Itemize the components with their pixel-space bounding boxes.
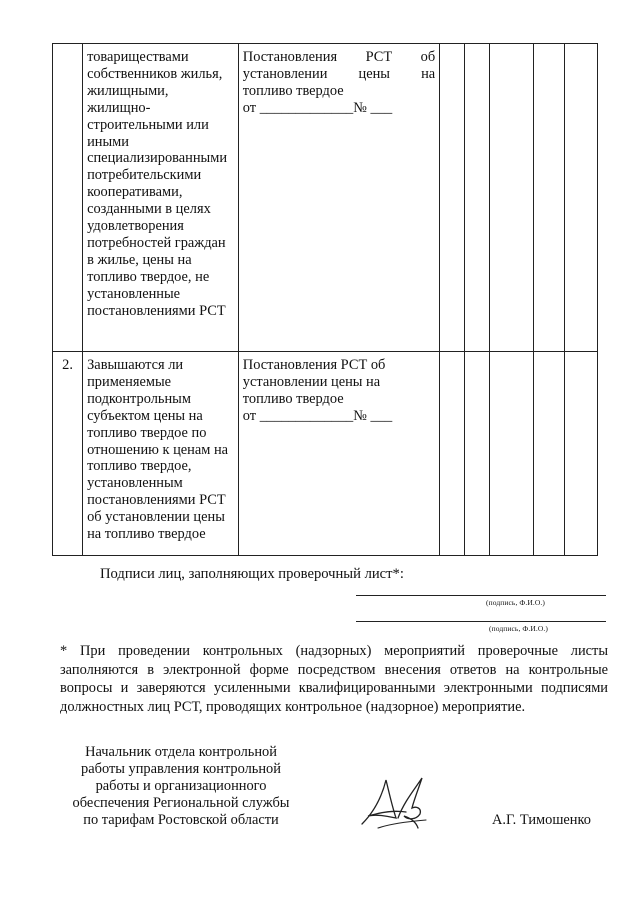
- text-line: отношению к ценам на: [87, 441, 229, 458]
- signatures-title: Подписи лиц, заполняющих проверочный лист*:: [100, 566, 404, 582]
- text-line: Начальник отдела контрольной: [85, 744, 277, 760]
- document-number-line: от _____________№ ___: [242, 407, 393, 424]
- table-row: [53, 44, 598, 352]
- text-line: иными: [87, 133, 129, 150]
- checklist-table: [52, 43, 598, 556]
- answer-cell: [564, 352, 597, 556]
- text-line: применяемые: [87, 373, 172, 390]
- answer-cell: [440, 352, 465, 556]
- text-line: установленным: [87, 475, 183, 492]
- text-line: по тарифам Ростовской области: [83, 811, 279, 828]
- text-line: работы управления контрольной: [81, 760, 281, 777]
- text-line: обеспечения Региональной службы: [72, 794, 290, 811]
- text-line: на топливо твердое: [87, 526, 206, 543]
- answer-cell: [465, 352, 490, 556]
- text-line: жилищно-: [87, 99, 151, 116]
- text-line: топливо твердое по: [87, 424, 207, 441]
- question-cell: [83, 44, 239, 352]
- document-line: Постановления РСТ об: [242, 357, 386, 373]
- text-line: потребительскими: [87, 167, 202, 184]
- text-line: в жилье, цены на: [87, 251, 192, 268]
- text-line: созданными в целях: [87, 201, 211, 218]
- text-line: жилищными,: [87, 82, 169, 99]
- answer-cell: [489, 352, 533, 556]
- text-line: удовлетворения: [87, 218, 184, 235]
- text-line: кооперативами,: [87, 184, 183, 201]
- question-text: [87, 357, 234, 543]
- text-line: Завышаются ли: [87, 357, 184, 373]
- signature-line: [356, 621, 606, 622]
- text-line: постановлениями РСТ: [87, 492, 226, 509]
- answer-cell: [564, 44, 597, 352]
- text-line: собственников жилья,: [87, 65, 223, 82]
- answer-cell: [440, 44, 465, 352]
- table-row: [53, 352, 598, 556]
- signature-line: [356, 595, 606, 596]
- answer-cell: [533, 352, 564, 556]
- answer-cell: [465, 44, 490, 352]
- text-line: постановлениями РСТ: [87, 302, 226, 319]
- text-line: потребностей граждан: [87, 234, 226, 251]
- question-cell: [83, 352, 239, 556]
- text-line: подконтрольным: [87, 390, 191, 407]
- footnote: * При проведении контрольных (надзорных) мероприятий проверочные листы заполняются в электронной форме посредством внесения ответов на контрольные вопросы и заверяются усиленными квалифицированными электронными подписями должностных лиц РСТ, проводящих контрольное (надзорное) мероприятие.: [60, 643, 608, 716]
- signature-caption: (подпись, Ф.И.О.): [486, 598, 545, 607]
- text-line: установленные: [87, 285, 181, 302]
- document-number-line: от _____________№ ___: [242, 99, 393, 116]
- text-line: товариществами: [87, 49, 189, 65]
- text-line: топливо твердое,: [87, 458, 192, 475]
- document-cell: [238, 44, 439, 352]
- text-line: субъектом цены на: [87, 407, 203, 424]
- document-line: установлении цены на: [242, 65, 436, 82]
- text-line: строительными или: [87, 116, 209, 133]
- handwritten-signature: [356, 772, 432, 834]
- answer-cell: [489, 44, 533, 352]
- signer-name: А.Г. Тимошенко: [492, 812, 591, 828]
- answer-cell: [533, 44, 564, 352]
- signer-position: [52, 744, 310, 829]
- document-line: топливо твердое: [242, 390, 344, 407]
- row-number: 2.: [53, 352, 83, 556]
- document-cell: [238, 352, 439, 556]
- text-line: топливо твердое, не: [87, 268, 210, 285]
- row-number: [53, 44, 83, 352]
- document-line: топливо твердое: [242, 82, 344, 99]
- text-line: работы и организационного: [95, 777, 267, 794]
- signature-caption: (подпись, Ф.И.О.): [489, 624, 548, 633]
- question-text: [87, 49, 234, 320]
- text-line: специализированными: [87, 150, 228, 167]
- document-line: установлении цены на: [242, 373, 381, 390]
- document-line: Постановления РСТ об: [242, 49, 436, 65]
- text-line: об установлении цены: [87, 509, 225, 526]
